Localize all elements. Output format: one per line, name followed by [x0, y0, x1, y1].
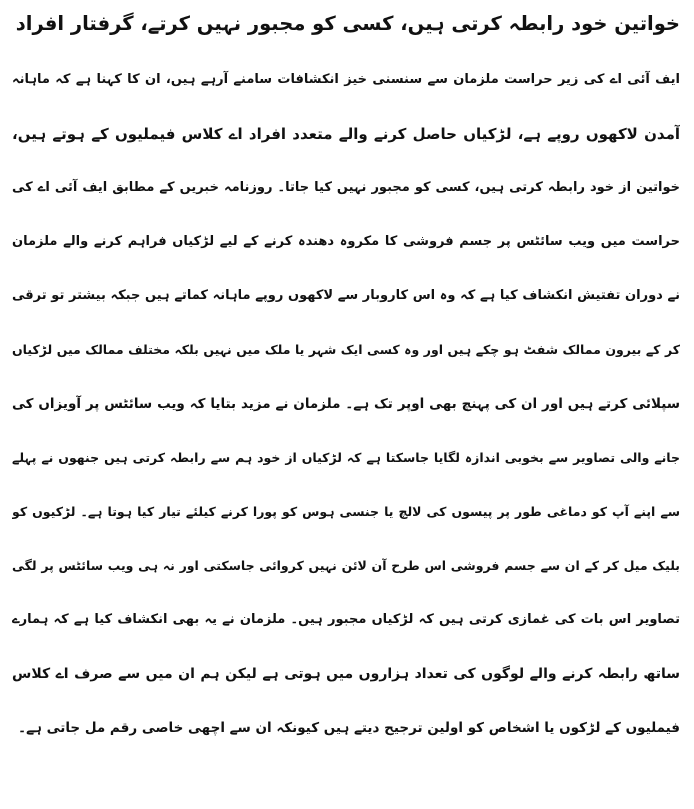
article-line-6: کر کے بیرون ممالک شفٹ ہو چکے ہیں اور وہ کسی ایک شہر یا ملک میں نہیں بلکہ مختلف ممالک میں لڑکیاں: [12, 342, 680, 357]
article-line-10: بلیک میل کر کے ان سے جسم فروشی اس طرح آن لائن نہیں کروائی جاسکتی اور نہ ہی ویب سائٹس پر لگی: [12, 558, 680, 573]
article-line-9: سے اپنے آپ کو دماغی طور پر پیسوں کی لالچ یا جنسی ہوس کو پورا کرنے کیلئے تیار کیا ہوتا ہے۔ لڑکیوں کو: [12, 504, 680, 519]
article-line-11: تصاویر اس بات کی غمازی کرتی ہیں کہ لڑکیاں مجبور ہیں۔ ملزمان نے یہ بھی انکشاف کیا ہے کہ ہمارے: [12, 612, 680, 627]
article-line-3: خواتین از خود رابطہ کرتی ہیں، کسی کو مجبور نہیں کیا جاتا۔ روزنامہ خبریں کے مطابق ایف آئی اے کی: [12, 180, 680, 195]
article-line-12: ساتھ رابطہ کرنے والے لوگوں کی تعداد ہزاروں میں ہوتی ہے لیکن ہم ان میں سے صرف اے کلاس: [12, 666, 680, 682]
article-body: [12, 66, 680, 768]
article-line-1: ایف آئی اے کی زیر حراست ملزمان سے سنسنی خیز انکشافات سامنے آرہے ہیں، ان کا کہنا ہے کہ ماہانہ: [12, 72, 680, 87]
article-line-5: نے دوران تفتیش انکشاف کیا ہے کہ وہ اس کاروبار سے لاکھوں روپے ماہانہ کماتے ہیں جبکہ بیشتر تو ترقی: [12, 288, 680, 303]
article-line-4: حراست میں ویب سائٹس پر جسم فروشی کا مکروہ دھندہ کرنے کے لیے لڑکیاں فراہم کرنے والے ملزمان: [12, 234, 680, 249]
article-line-7: سپلائی کرتے ہیں اور ان کی پہنچ بھی اوپر تک ہے۔ ملزمان نے مزید بتایا کہ ویب سائٹس پر آویزاں کی: [12, 396, 680, 412]
article-line-2: آمدن لاکھوں روپے ہے، لڑکیاں حاصل کرنے والے متعدد افراد اے کلاس فیملیوں کے ہوتے ہیں،: [12, 125, 680, 143]
article-line-13: فیملیوں کے لڑکوں یا اشخاص کو اولین ترجیح دیتے ہیں کیونکہ ان سے اچھی خاصی رقم مل جاتی ہے۔: [18, 720, 680, 736]
article-headline: خواتین خود رابطہ کرتی ہیں، کسی کو مجبور نہیں کرتے، گرفتار افراد: [15, 12, 680, 35]
article-line-8: جانے والی تصاویر سے بخوبی اندازہ لگایا جاسکتا ہے کہ لڑکیاں از خود ہم سے رابطہ کرتی ہیں جنھوں نے پہلے: [12, 450, 680, 465]
